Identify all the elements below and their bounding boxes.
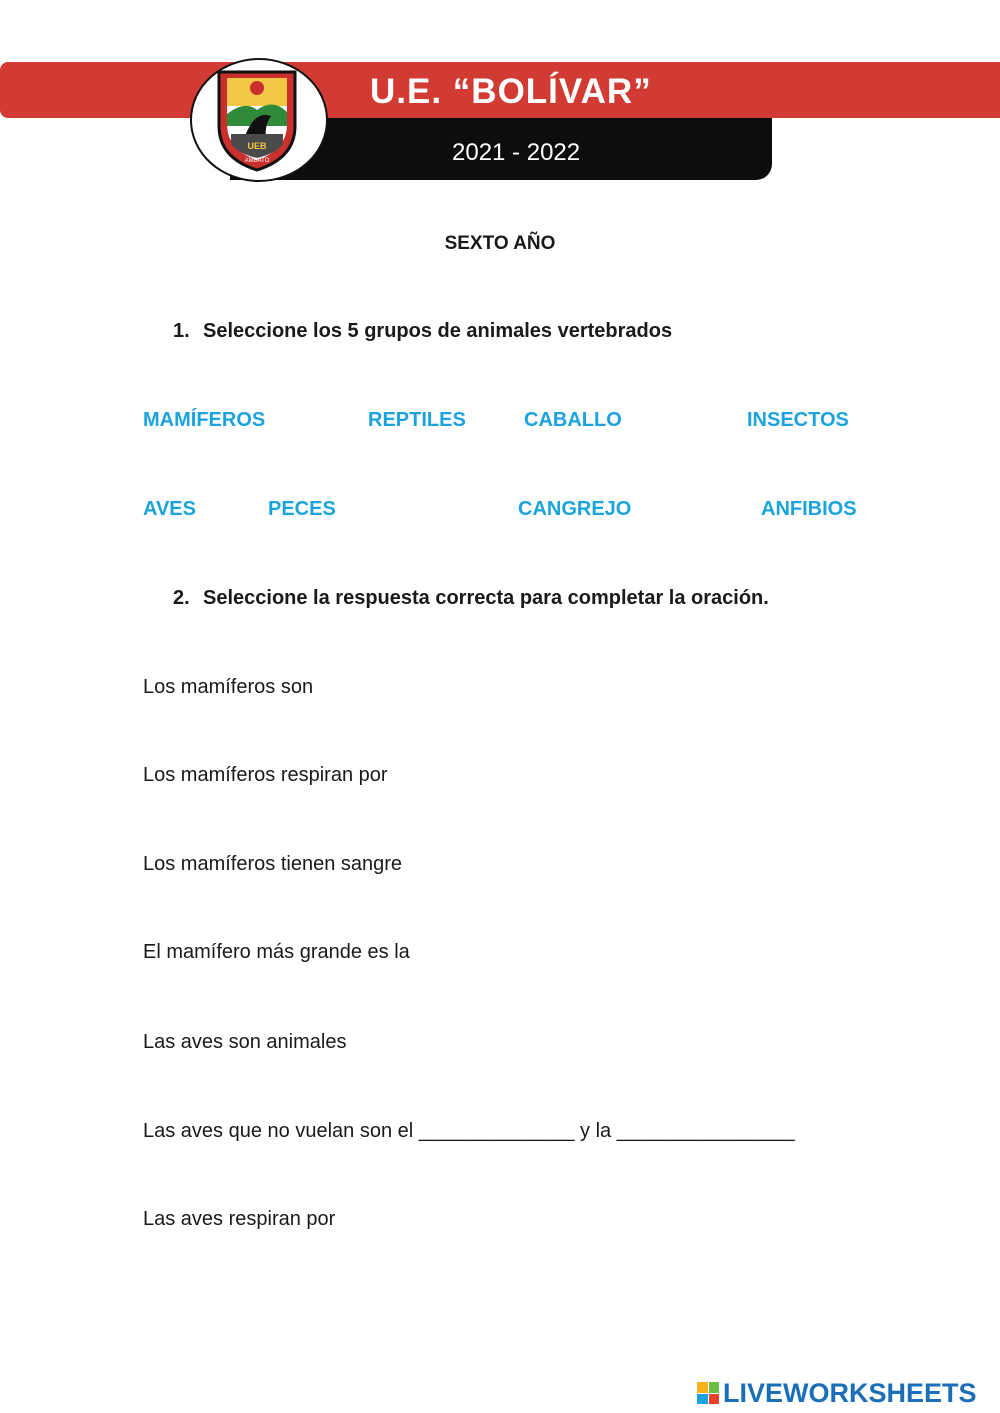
option-cangrejo[interactable]: CANGREJO — [518, 498, 632, 520]
question-1-text: Seleccione los 5 grupos de animales vertebrados — [203, 320, 673, 342]
crest-city: AMBATO — [244, 158, 270, 164]
crest-letters: UEB — [247, 141, 267, 151]
sentence-1: Los mamíferos son — [143, 676, 314, 698]
option-mamiferos[interactable]: MAMÍFEROS — [143, 409, 266, 431]
sentence-2: Los mamíferos respiran por — [143, 764, 388, 786]
question-2-text: Seleccione la respuesta correcta para completar la oración. — [203, 587, 769, 609]
sentence-7: Las aves respiran por — [143, 1208, 336, 1230]
question-2-number: 2. — [173, 587, 190, 609]
option-aves[interactable]: AVES — [143, 498, 196, 520]
sentence-6: Las aves que no vuelan son el ______________ y la ________________ — [143, 1120, 795, 1142]
liveworksheets-brand: LIVEWORKSHEETS — [723, 1377, 977, 1408]
option-insectos[interactable]: INSECTOS — [747, 409, 849, 431]
grade-heading: SEXTO AÑO — [444, 233, 556, 254]
school-year: 2021 - 2022 — [452, 139, 581, 166]
school-crest-icon — [215, 66, 299, 172]
liveworksheets-logo — [697, 1378, 977, 1408]
question-2 — [173, 587, 769, 610]
sentence-5: Las aves son animales — [143, 1031, 347, 1053]
option-reptiles[interactable]: REPTILES — [368, 409, 466, 431]
sentence-4: El mamífero más grande es la — [143, 941, 410, 963]
question-1-number: 1. — [173, 320, 190, 342]
option-caballo[interactable]: CABALLO — [524, 409, 622, 431]
liveworksheets-logo-icon — [697, 1382, 719, 1404]
sentence-3: Los mamíferos tienen sangre — [143, 853, 403, 875]
option-peces[interactable]: PECES — [268, 498, 336, 520]
option-anfibios[interactable]: ANFIBIOS — [761, 498, 857, 520]
school-name: U.E. “BOLÍVAR” — [370, 72, 652, 111]
question-1 — [173, 320, 672, 343]
